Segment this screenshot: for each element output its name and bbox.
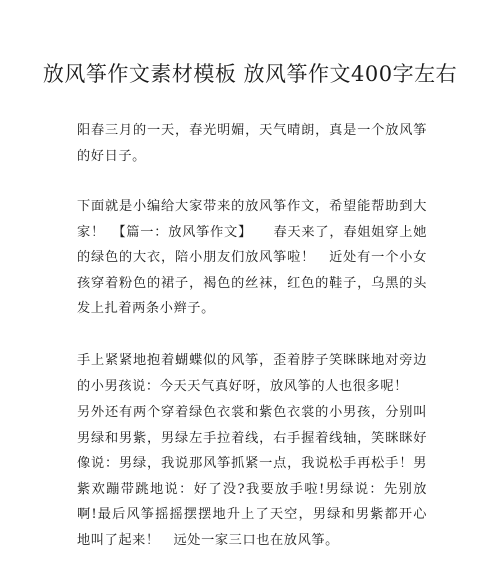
paragraph-third: 手上紧紧地抱着蝴蝶似的风筝，歪着脖子笑眯眯地对旁边的小男孩说：今天天气真好呀，放风筝的人也很多呢！: [77, 353, 427, 394]
paragraph-second: 下面就是小编给大家带来的放风筝作文，希望能帮助到大家！ 【篇一：放风筝作文】 春天来了，春姐姐穿上她的绿色的大衣，陪小朋友们放风筝啦！ 近处有一个小女孩穿着粉色的裙子，褐色的丝袜，红色的鞋子，乌黑的头发上扎着两条小辫子。: [77, 199, 427, 317]
paragraph-intro: 阳春三月的一天，春光明媚，天气晴朗，真是一个放风筝的好日子。: [77, 123, 427, 164]
article-title: 放风筝作文素材模板 放风筝作文400字左右: [42, 62, 458, 86]
paragraph-fourth: 另外还有两个穿着绿色衣裳和紫色衣裳的小男孩，分别叫男绿和男紫，男绿左手拉着线，右手握着线轴，笑眯眯好像说：男绿，我说那风筝抓紧一点，我说松手再松手！男紫欢蹦带跳地说：好了没?我要放手啦!男绿说：先别放啊!最后风筝摇摇摆摆地升上了天空，男绿和男紫都开心地叫了起来！ 远处一家三口也在放风筝。: [77, 405, 427, 548]
